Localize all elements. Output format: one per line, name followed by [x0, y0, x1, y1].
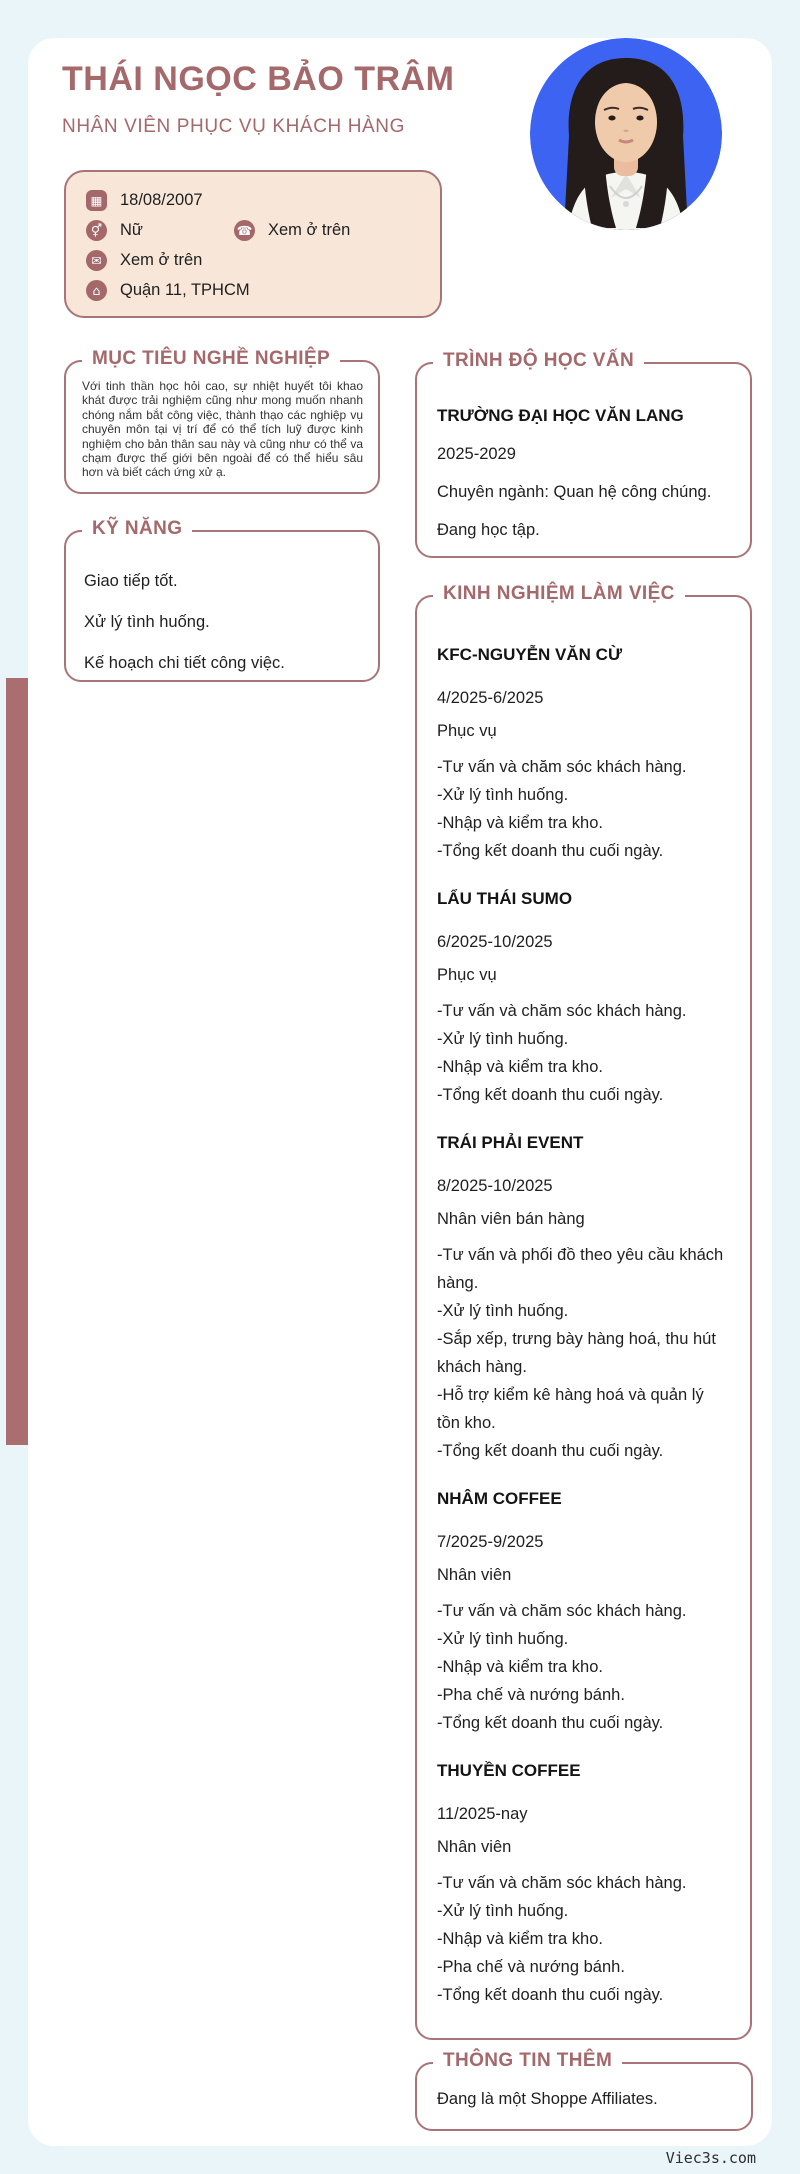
- job-duty: -Tư vấn và chăm sóc khách hàng.: [437, 1602, 687, 1620]
- job-duties: [437, 1241, 730, 1465]
- education-major: Chuyên ngành: Quan hệ công chúng.: [437, 483, 712, 501]
- job-duty: -Pha chế và nướng bánh.: [437, 1686, 625, 1704]
- job-duty: -Nhập và kiểm tra kho.: [437, 814, 603, 832]
- home-icon: ⌂: [86, 280, 107, 301]
- job-duty: -Tổng kết doanh thu cuối ngày.: [437, 1986, 664, 2004]
- contact-row-address: [86, 275, 420, 305]
- job-duty: -Hỗ trợ kiểm kê hàng hoá và quản lý tồn kho.: [437, 1386, 704, 1432]
- skills-list: [84, 572, 360, 673]
- education-years: 2025-2029: [437, 445, 516, 463]
- objective-heading: MỤC TIÊU NGHỀ NGHIỆP: [82, 348, 340, 370]
- job-duty: -Xử lý tình huống.: [437, 1630, 569, 1648]
- job-duty: -Tổng kết doanh thu cuối ngày.: [437, 1714, 664, 1732]
- job-duty: -Xử lý tình huống.: [437, 1302, 569, 1320]
- phone-icon: ☎: [234, 220, 255, 241]
- education-status: Đang học tập.: [437, 521, 540, 539]
- skills-heading: KỸ NĂNG: [82, 518, 192, 540]
- job-duty: -Tư vấn và chăm sóc khách hàng.: [437, 1002, 687, 1020]
- objective-text: Với tinh thần học hỏi cao, sự nhiệt huyết tôi khao khát được trải nghiệm cũng như mong muốn nhanh chóng nắm bắt công việc, thành thạo các nghiệp vụ chuyên môn tại vị trí để có thể tích luỹ được kinh nghiệm cho bản thân sau này và cũng như có thể va chạm được thế giới bên ngoài để có thể hiểu sâu hơn và biết cách ứng xử ạ.: [82, 379, 363, 480]
- contact-row-birthday: [86, 185, 420, 215]
- additional-info-heading: THÔNG TIN THÊM: [433, 2050, 622, 2072]
- jobs-list: [437, 645, 730, 2009]
- education-heading: TRÌNH ĐỘ HỌC VẤN: [433, 350, 644, 372]
- job-role: Phục vụ: [437, 966, 497, 984]
- job-period: 11/2025-nay: [437, 1805, 528, 1823]
- job-duty: -Nhập và kiểm tra kho.: [437, 1930, 603, 1948]
- objective-section: [64, 348, 380, 494]
- job-duties: [437, 1869, 730, 2009]
- education-section: [415, 350, 752, 558]
- candidate-name: THÁI NGỌC BẢO TRÂM: [62, 60, 455, 98]
- job-role: Nhân viên: [437, 1566, 512, 1584]
- job-duty: -Xử lý tình huống.: [437, 1030, 569, 1048]
- job-duty: -Nhập và kiểm tra kho.: [437, 1058, 603, 1076]
- job-role: Nhân viên: [437, 1838, 512, 1856]
- job-period: 8/2025-10/2025: [437, 1177, 553, 1195]
- job-duty: -Tư vấn và phối đồ theo yêu cầu khách hàng.: [437, 1246, 724, 1292]
- gender-icon: ⚥: [86, 220, 107, 241]
- job-company: THUYỀN COFFEE: [437, 1761, 581, 1780]
- job-duty: -Pha chế và nướng bánh.: [437, 1958, 625, 1976]
- job-company: TRÁI PHẢI EVENT: [437, 1133, 584, 1152]
- job-entry: [437, 1761, 730, 2009]
- job-entry: [437, 889, 730, 1109]
- profile-photo: [530, 38, 722, 230]
- job-duties: [437, 753, 730, 865]
- job-title: NHÂN VIÊN PHỤC VỤ KHÁCH HÀNG: [62, 116, 406, 137]
- job-duty: -Tổng kết doanh thu cuối ngày.: [437, 842, 664, 860]
- contact-row-email: [86, 245, 420, 275]
- job-entry: [437, 1133, 730, 1465]
- education-school: TRƯỜNG ĐẠI HỌC VĂN LANG: [437, 406, 684, 425]
- gender-value: Nữ: [120, 220, 143, 239]
- job-duty: -Sắp xếp, trưng bày hàng hoá, thu hút khách hàng.: [437, 1330, 716, 1376]
- mail-icon: ✉: [86, 250, 107, 271]
- job-duty: -Xử lý tình huống.: [437, 1902, 569, 1920]
- job-company: NHÂM COFFEE: [437, 1489, 562, 1508]
- additional-info-section: [415, 2050, 753, 2131]
- job-period: 4/2025-6/2025: [437, 689, 544, 707]
- job-duty: -Xử lý tình huống.: [437, 786, 569, 804]
- job-duty: -Nhập và kiểm tra kho.: [437, 1658, 603, 1676]
- birthday-value: 18/08/2007: [120, 190, 203, 209]
- job-role: Phục vụ: [437, 722, 497, 740]
- job-duty: -Tổng kết doanh thu cuối ngày.: [437, 1442, 664, 1460]
- skills-section: [64, 518, 380, 682]
- job-period: 6/2025-10/2025: [437, 933, 553, 951]
- profile-photo-illustration: [530, 38, 722, 230]
- job-duty: -Tổng kết doanh thu cuối ngày.: [437, 1086, 664, 1104]
- job-company: LẨU THÁI SUMO: [437, 889, 573, 908]
- experience-section: [415, 583, 752, 2040]
- job-role: Nhân viên bán hàng: [437, 1210, 585, 1228]
- contact-info-box: [64, 170, 442, 318]
- address-value: Quận 11, TPHCM: [120, 280, 250, 299]
- job-company: KFC-NGUYỄN VĂN CỪ: [437, 645, 623, 664]
- email-value: Xem ở trên: [120, 250, 203, 269]
- skill-item: Giao tiếp tốt.: [84, 572, 178, 590]
- contact-row-gender-phone: [86, 215, 420, 245]
- additional-info-text: Đang là một Shoppe Affiliates.: [437, 2090, 658, 2108]
- skill-item: Kế hoạch chi tiết công việc.: [84, 654, 285, 672]
- left-accent-bar: [6, 678, 28, 1445]
- skill-item: Xử lý tình huống.: [84, 613, 210, 631]
- calendar-icon: ▦: [86, 190, 107, 211]
- job-period: 7/2025-9/2025: [437, 1533, 544, 1551]
- site-watermark: Viec3s.com: [665, 2149, 756, 2167]
- job-entry: [437, 645, 730, 865]
- job-entry: [437, 1489, 730, 1737]
- job-duty: -Tư vấn và chăm sóc khách hàng.: [437, 758, 687, 776]
- job-duties: [437, 1597, 730, 1737]
- job-duties: [437, 997, 730, 1109]
- phone-value: Xem ở trên: [268, 220, 351, 239]
- job-duty: -Tư vấn và chăm sóc khách hàng.: [437, 1874, 687, 1892]
- experience-heading: KINH NGHIỆM LÀM VIỆC: [433, 583, 685, 605]
